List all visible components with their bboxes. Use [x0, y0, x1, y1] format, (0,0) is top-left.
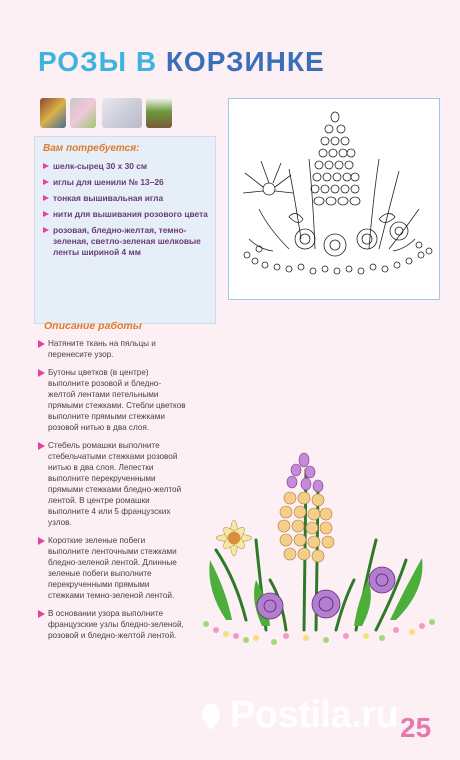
watermark-text: Postila.ru	[230, 694, 399, 736]
materials-item: розовая, бледно-желтая, темно-зеленая, светло-зеленая шелковые ленты шириной 4 мм	[43, 225, 213, 258]
description-heading: Описание работы	[44, 320, 142, 332]
ribbons-photo	[70, 98, 96, 128]
materials-item: нити для вышивания розового цвета	[43, 209, 213, 220]
page-number: 25	[400, 712, 432, 743]
embroidery-preview-photo	[146, 98, 172, 128]
embroidery-pattern-drawing	[228, 98, 440, 300]
materials-item: тонкая вышивальная игла	[43, 193, 213, 204]
instruction-steps	[38, 338, 186, 648]
instruction-step: Стебель ромашки выполните стебельчатыми стежками розовой нитью в два слоя. Лепестки выполните перекрученными прямыми стежками бледно-желтой лентой. В центре ромашки выполните 4 или 5 французских узлов.	[38, 440, 186, 528]
title-part-1: РОЗЫ В	[38, 46, 158, 77]
pattern-line-art	[229, 99, 441, 301]
instruction-step: Короткие зеленые побеги выполните ленточными стежками бледно-зеленой лентой. Длинные зеленые побеги выполните перекрученными прямыми стежками темно-зеленой лентой.	[38, 535, 186, 601]
materials-photos	[40, 98, 210, 132]
instruction-step: Бутоны цветков (в центре) выполните розовой и бледно-желтой лентами петельными прямыми стежками. Стебли цветков выполните прямыми стежками розовой нитью в два слоя.	[38, 367, 186, 433]
instruction-step: В основании узора выполните французские узлы бледно-зеленой, розовой и бледно-желтой лентой.	[38, 608, 186, 641]
needles-photo	[102, 98, 142, 128]
daisy	[216, 520, 252, 556]
materials-item: шелк-сырец 30 х 30 см	[43, 161, 213, 172]
title-part-2: КОРЗИНКЕ	[165, 46, 325, 77]
thread-spools-photo	[40, 98, 66, 128]
watermark	[200, 686, 440, 750]
materials-list	[43, 161, 213, 263]
pin-icon	[200, 702, 222, 732]
materials-heading: Вам потребуется:	[43, 143, 140, 154]
materials-item: иглы для шенили № 13–26	[43, 177, 213, 188]
instruction-step: Натяните ткань на пяльцы и перенесите узор.	[38, 338, 186, 360]
materials-box	[34, 136, 216, 324]
flower-basket-illustration	[186, 430, 456, 656]
finished-embroidery-illustration	[186, 430, 456, 656]
page-title	[38, 46, 325, 78]
